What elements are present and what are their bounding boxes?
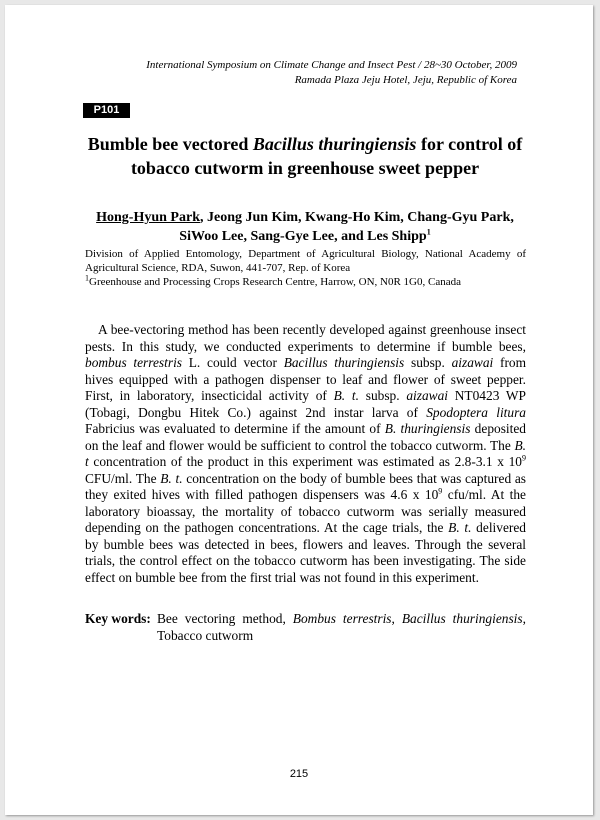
keyword-text: Bee vectoring method, (157, 611, 293, 626)
keywords-block (85, 610, 526, 644)
abstract-italic: B. t. (333, 388, 359, 403)
title-part-1: Bumble bee vectored (87, 134, 253, 154)
abstract-text: NT0423 WP (Tobagi, Dongbu Hitek Co.) against 2nd instar larva of (85, 388, 526, 420)
affiliation-second (85, 275, 526, 289)
header-line-1: International Symposium on Climate Change and Insect Pest / 28~30 October, 2009 (146, 59, 517, 71)
abstract-paragraph (85, 322, 526, 586)
affiliation-mark: 1 (85, 273, 89, 283)
keywords-list (157, 610, 526, 644)
abstract-italic: aizawai (406, 388, 449, 403)
abstract-text: deposited on the leaf and flower would be sufficient to control the tobacco cutworm. The (85, 421, 526, 453)
paper-title (85, 132, 525, 180)
title-part-2: for control of tobacco cutworm in greenhouse sweet pepper (130, 134, 523, 178)
keyword-text: , (391, 611, 402, 626)
abstract-text: A bee-vectoring method has been recently developed against greenhouse insect pests. In this study, we conducted experiments to determine if bumble bees, (85, 322, 526, 354)
abstract-text: cfu/ml. At the laboratory bioassay, the mortality of tobacco cutworm was serially measured depending on the pathogen concentrations. At the cage trials, the (85, 487, 526, 535)
affiliation-second-text: Greenhouse and Processing Crops Research Centre, Harrow, ON, N0R 1G0, Canada (89, 276, 461, 288)
keywords-label: Key words: (85, 611, 151, 626)
keyword-italic: Bacillus thuringiensis (401, 611, 523, 626)
abstract-italic: aizawai (451, 355, 494, 370)
conference-header (146, 58, 517, 88)
author-list (85, 208, 525, 246)
abstract-text: delivered by bumble bees was detected in bees, flowers and leaves. Through the several trials, the control effect on the tobacco cutworm has been investigating. The side effect on bumble bee from the first trial was not found in this experiment. (85, 520, 526, 585)
abstract-text: CFU/ml. The (85, 470, 161, 486)
abstract-text: L. could vector (182, 355, 284, 370)
presenting-author: Hong-Hyun Park (96, 210, 200, 225)
abstract-text: concentration of the product in this experiment was estimated as 2.8-3.1 x 10 (88, 454, 522, 469)
page-number: 215 (289, 768, 309, 780)
abstract-italic: B. t. (448, 520, 472, 535)
poster-id-badge: P101 (83, 103, 130, 118)
abstract-italic: Spodoptera litura (426, 404, 526, 420)
abstract-italic: B. t. (160, 470, 183, 486)
abstract-text: from hives equipped with a pathogen dispenser to leaf and flower of sweet pepper. First, in laboratory, insecticidal activity of (85, 355, 527, 403)
abstract-italic: B. t (85, 437, 526, 469)
author-affiliation-mark: 1 (426, 227, 431, 237)
abstract-text: concentration on the body of bumble bees that was captured as they exited hives with filled pathogen dispensers was 4.6 x 10 (85, 470, 526, 502)
co-authors: , Jeong Jun Kim, Kwang-Ho Kim, Chang-Gyu Park, SiWoo Lee, Sang-Gye Lee, and Les Shipp (179, 210, 514, 244)
abstract-italic: bombus terrestris (85, 355, 183, 370)
affiliation-main: Division of Applied Entomology, Department of Agricultural Biology, National Academy of Agricultural Science, RDA, Suwon, 441-707, Rep. of Korea (85, 248, 526, 274)
exponent: 9 (438, 486, 443, 496)
abstract (85, 322, 526, 586)
abstract-text: subsp. (358, 388, 407, 403)
exponent: 9 (522, 453, 526, 463)
title-species: Bacillus thuringiensis (252, 134, 417, 154)
abstract-text: Fabricius was evaluated to determine if the amount of (85, 421, 385, 436)
keyword-italic: Bombus terrestris (292, 611, 392, 626)
header-line-2: Ramada Plaza Jeju Hotel, Jeju, Republic of Korea (294, 74, 517, 86)
abstract-italic: Bacillus thuringiensis (283, 355, 405, 370)
abstract-italic: B. thuringiensis (384, 421, 471, 436)
keyword-text: , Tobacco cutworm (157, 611, 526, 643)
paper-page (5, 5, 593, 815)
abstract-text: subsp. (404, 355, 452, 370)
affiliations (85, 247, 526, 289)
